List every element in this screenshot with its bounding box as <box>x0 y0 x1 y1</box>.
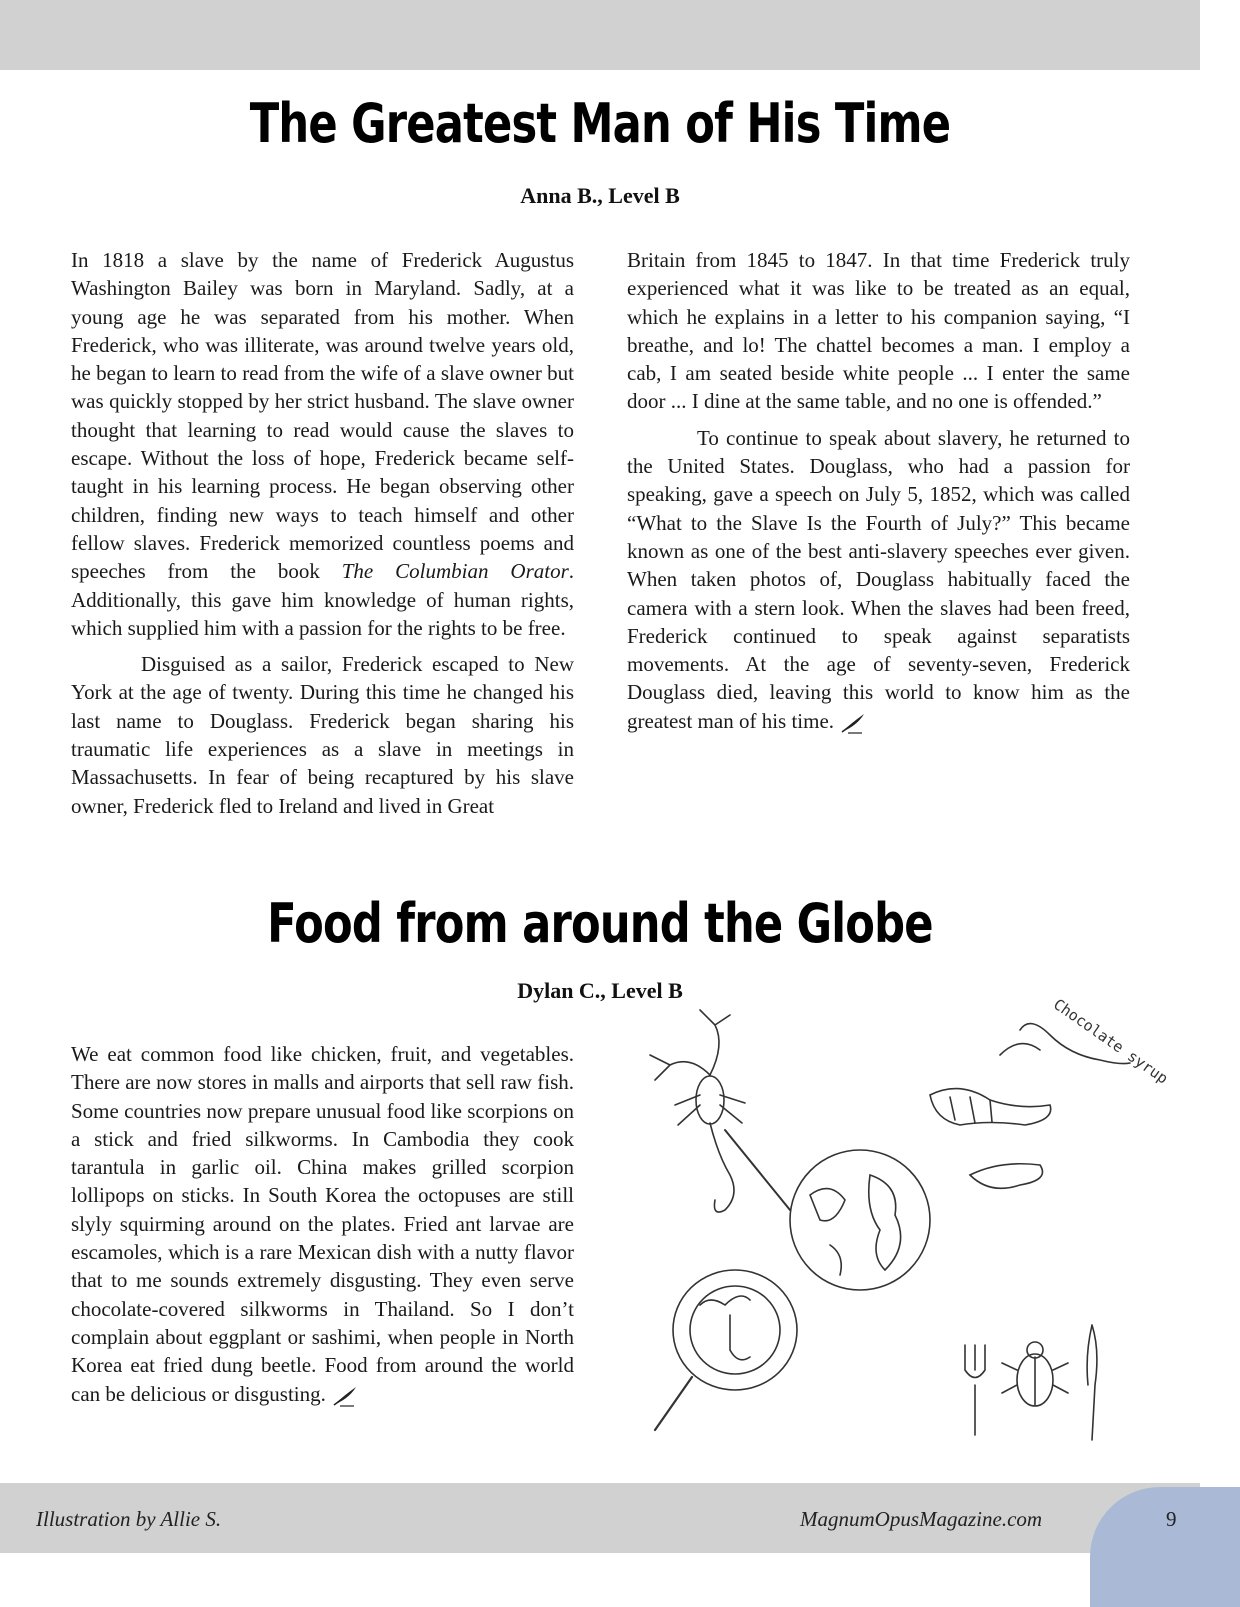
website-link[interactable]: MagnumOpusMagazine.com <box>800 1507 1043 1531</box>
article1-right-column <box>627 246 1130 743</box>
article2-title: Food from around the Globe <box>267 892 933 955</box>
food-illustration <box>630 985 1172 1445</box>
article2-byline: Dylan C., Level B <box>517 978 683 1003</box>
article1-p1-text-a: In 1818 a slave by the name of Frederick Augustus Washington Bailey was born in Maryland. Sadly, at a young age he was separated from his mother. When Frederick, who was illiterate, was around twelve years old, he began to learn to read from the wife of a slave owner but was quickly stopped by her strict husband. The slave owner thought that learning to read would cause the slaves to escape. Without the loss of hope, Frederick became self-taught in his learning process. He began observing other children, finding new ways to teach himself and other fellow slaves. Frederick memorized countless poems and speeches from the book <box>71 248 574 584</box>
article1-p4-text: To continue to speak about slavery, he returned to the United States. Douglass, who had a passion for speaking, gave a speech on July 5, 1852, which was called “What to the Slave Is the Fourth of July?” This became known as one of the best anti-slavery speeches ever given. When taken photos of, Douglass habitually faced the camera with a stern look. When the slaves had been freed, Frederick continued to speak against separatists movements. At the age of seventy-seven, Frederick Douglass died, leaving this world to know him as the greatest man of his time. <box>627 425 1130 733</box>
quill-end-mark-icon <box>840 712 866 734</box>
chocolate-silkworm-illustration <box>930 1024 1130 1189</box>
top-header-band <box>0 0 1200 70</box>
article2-paragraph <box>71 1040 574 1408</box>
scorpion-lollipop-illustration <box>655 1270 797 1430</box>
chocolate-syrup-label: Chocolate syrup <box>1050 995 1172 1088</box>
article1-paragraph-2: Disguised as a sailor, Frederick escaped to New York at the age of twenty. During this time he changed his last name to Douglass. Frederick began sharing his traumatic life experiences as a slave in meetings in Massachusetts. In fear of being recaptured by his slave owner, Frederick fled to Ireland and lived in Great <box>71 652 574 818</box>
beetle-illustration <box>1002 1342 1068 1406</box>
illustration-credit: Illustration by Allie S. <box>36 1507 222 1531</box>
article1-paragraph-3: Britain from 1845 to 1847. In that time Frederick truly experienced what it was like to be treated as an equal, which he explains in a letter to his companion saying, “I breathe, and lo! The chattel becomes a man. I employ a cab, I am seated beside white people ... I enter the same door ... I dine at the same table, and no one is offended.” <box>627 248 1130 414</box>
article1-p1-text-b: . Additionally, this gave him knowledge of human rights, which supplied him with a passion for the rights to be free. <box>71 559 575 640</box>
globe-illustration <box>790 1150 930 1290</box>
quill-end-mark-icon <box>332 1385 358 1407</box>
book-title: The Columbian Orator <box>341 559 569 584</box>
article1-paragraph-4 <box>627 424 1130 735</box>
article1-left-column <box>71 246 574 828</box>
article2-body-text: We eat common food like chicken, fruit, and vegetables. There are now stores in malls and airports that sell raw fish. Some countries now prepare unusual food like scorpions on a stick and fried silkworms. In Cambodia they cook tarantula in garlic oil. China makes grilled scorpion lollipops on sticks. In South Korea the octopuses are still slyly squirming around on the plates. Fried ant larvae are escamoles, which is a rare Mexican dish with a nutty flavor that to me sounds extremely disgusting. They even serve chocolate-covered silkworms in Thailand. So I don’t complain about eggplant or sashimi, when people in North Korea eat fried dung beetle. Food from around the world can be delicious or disgusting. <box>71 1042 574 1406</box>
page-tab <box>1090 1487 1240 1607</box>
page-number: 9 <box>1166 1507 1177 1531</box>
knife-illustration <box>1087 1325 1097 1440</box>
article1-title: The Greatest Man of His Time <box>249 92 951 155</box>
article2-column <box>71 1040 574 1416</box>
article1-paragraph-1 <box>71 246 574 642</box>
scorpion-illustration <box>650 1010 790 1212</box>
fork-illustration <box>965 1345 985 1435</box>
footer-band <box>0 1483 1200 1553</box>
article1-byline: Anna B., Level B <box>520 183 680 208</box>
